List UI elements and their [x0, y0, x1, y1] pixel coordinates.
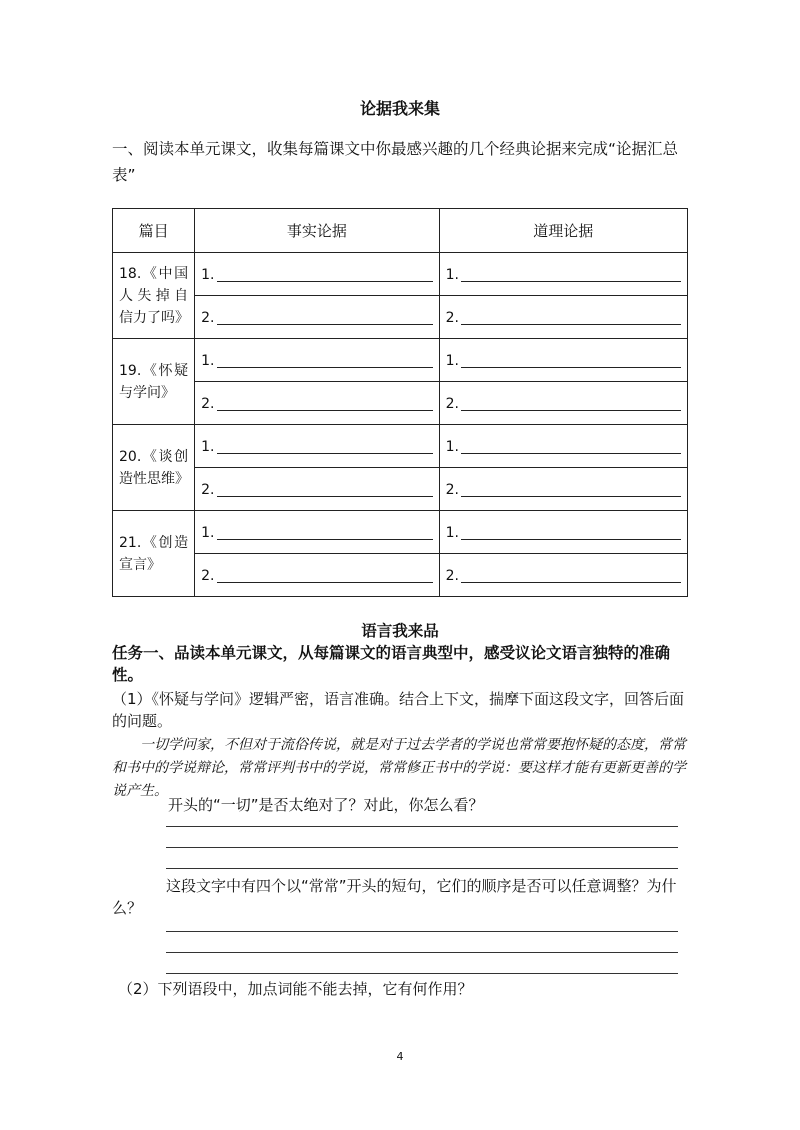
line-number: 1. [445, 438, 459, 455]
answer-line[interactable] [166, 868, 678, 869]
answer-line[interactable] [166, 847, 678, 848]
line-number: 2. [445, 481, 459, 498]
table-row [113, 468, 688, 511]
answer-blank[interactable] [217, 394, 433, 411]
evidence-summary-table [112, 208, 688, 597]
line-number: 1. [201, 524, 215, 541]
instruction-text: 一、阅读本单元课文，收集每篇课文中你最感兴趣的几个经典论据来完成“论据汇总表” [112, 140, 679, 184]
answer-blank[interactable] [217, 480, 433, 497]
line-number: 2. [201, 309, 215, 326]
answer-blank[interactable] [461, 394, 681, 411]
answer-line[interactable] [166, 826, 678, 827]
table-row [113, 296, 688, 339]
table-row [113, 511, 688, 554]
answer-blank[interactable] [461, 351, 681, 368]
line-number: 1. [201, 438, 215, 455]
table-row [113, 554, 688, 597]
quoted-passage: 一切学问家，不但对于流俗传说，就是对于过去学者的学说也常常要抱怀疑的态度，常常和书中的学说辩论，常常评判书中的学说，常常修正书中的学说：要这样才能有更新更善的学说产生。 [112, 737, 686, 799]
page-number: 4 [396, 1050, 404, 1063]
header-fact-evidence: 事实论据 [195, 209, 439, 253]
answer-blank[interactable] [217, 265, 433, 282]
table-row [113, 382, 688, 425]
section-title-language: 语言我来品 [361, 622, 439, 640]
article-name: 21.《创造宣言》 [113, 511, 195, 597]
answer-blank[interactable] [217, 566, 433, 583]
header-article: 篇目 [113, 209, 195, 253]
line-number: 2. [201, 481, 215, 498]
answer-blank[interactable] [217, 437, 433, 454]
header-reason-evidence: 道理论据 [439, 209, 687, 253]
line-number: 1. [201, 266, 215, 283]
table-row [113, 425, 688, 468]
answer-line[interactable] [166, 952, 678, 953]
article-name: 18.《中国人失掉自信力了吗》 [113, 253, 195, 339]
answer-line[interactable] [166, 931, 678, 932]
answer-blank[interactable] [461, 480, 681, 497]
line-number: 2. [445, 395, 459, 412]
answer-blank[interactable] [461, 566, 681, 583]
line-number: 2. [201, 567, 215, 584]
table-header-row [113, 209, 688, 253]
question-b-text: 这段文字中有四个以“常常”开头的短句，它们的顺序是否可以任意调整？为什么？ [112, 877, 677, 917]
line-number: 2. [445, 567, 459, 584]
table-row [113, 253, 688, 296]
line-number: 2. [445, 309, 459, 326]
answer-blank[interactable] [461, 308, 681, 325]
answer-blank[interactable] [217, 351, 433, 368]
article-name: 19.《怀疑与学问》 [113, 339, 195, 425]
task-one-text: 任务一、品读本单元课文，从每篇课文的语言典型中，感受议论文语言独特的准确性。 [112, 644, 671, 684]
subquestion-2-text: （2）下列语段中，加点词能不能去掉，它有何作用？ [118, 980, 473, 998]
answer-blank[interactable] [461, 265, 681, 282]
article-name: 20.《谈创造性思维》 [113, 425, 195, 511]
section-title-evidence: 论据我来集 [359, 99, 440, 118]
line-number: 1. [445, 352, 459, 369]
subquestion-1-text: （1）《怀疑与学问》逻辑严密，语言准确。结合上下文，揣摩下面这段文字，回答后面的问题。 [112, 690, 685, 730]
answer-blank[interactable] [461, 437, 681, 454]
line-number: 1. [201, 352, 215, 369]
answer-blank[interactable] [217, 523, 433, 540]
line-number: 1. [445, 524, 459, 541]
question-a-text: 开头的“一切”是否太绝对了？对此，你怎么看？ [168, 796, 484, 814]
line-number: 2. [201, 395, 215, 412]
answer-blank[interactable] [217, 308, 433, 325]
answer-line[interactable] [166, 973, 678, 974]
table-row [113, 339, 688, 382]
line-number: 1. [445, 266, 459, 283]
answer-blank[interactable] [461, 523, 681, 540]
